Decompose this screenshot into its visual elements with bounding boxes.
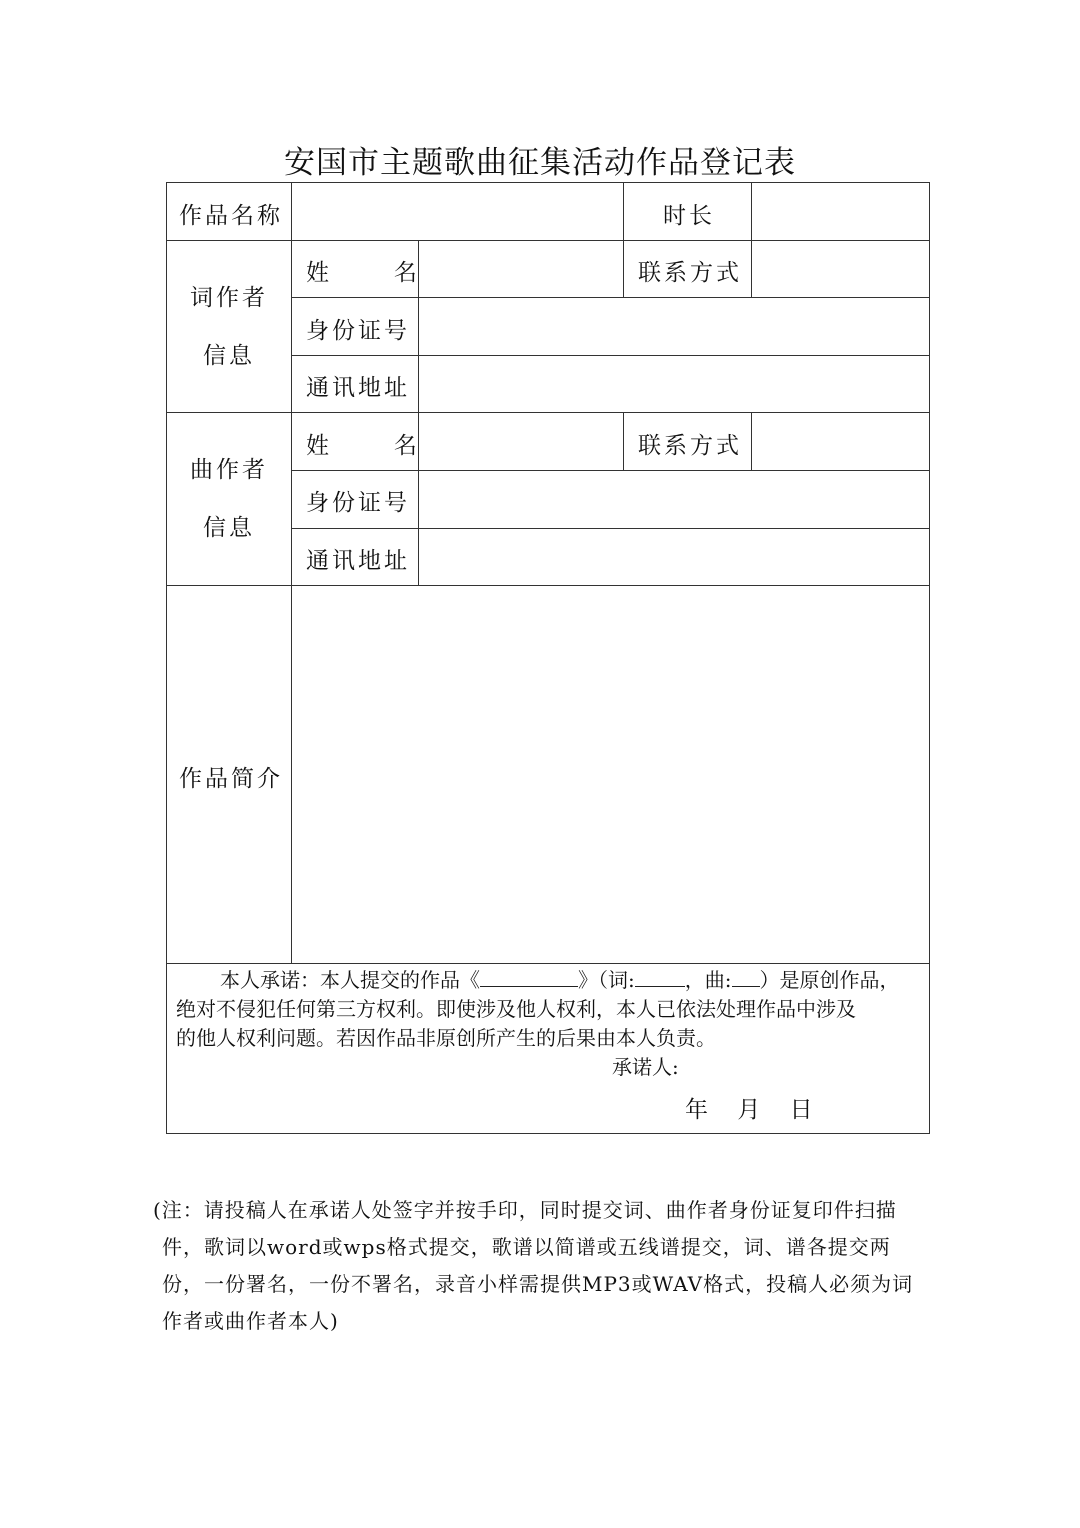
grid-line — [418, 240, 419, 585]
pledge-line1: 本人承诺：本人提交的作品《 》（词: ，曲: ）是原创作品， — [176, 964, 921, 995]
grid-line — [623, 240, 624, 297]
work-name-field[interactable] — [293, 183, 623, 240]
day-label: 日 — [789, 1097, 813, 1123]
composer-group-label — [167, 441, 291, 557]
grid-line — [291, 183, 292, 963]
composer-contact-field[interactable] — [753, 412, 929, 470]
composer-blank[interactable] — [732, 964, 760, 987]
composer-address-label: 通讯地址 — [306, 548, 410, 574]
signature-field[interactable] — [700, 1048, 900, 1080]
duration-label: 时长 — [663, 203, 715, 229]
note-line1: (注：请投稿人在承诺人处签字并按手印，同时提交词、曲作者身份证复印件扫描 — [153, 1198, 897, 1222]
pledge-text — [176, 964, 921, 1053]
composer-name-label: 姓 名 — [306, 433, 420, 459]
grid-line — [751, 240, 752, 297]
month-label: 月 — [737, 1097, 761, 1123]
grid-line — [751, 412, 752, 470]
signer-label: 承诺人: — [612, 1055, 679, 1079]
lyricist-blank[interactable] — [635, 964, 685, 987]
composer-id-field[interactable] — [420, 470, 929, 528]
composer-group-line2: 信息 — [203, 515, 255, 541]
composer-group-line1: 曲作者 — [190, 457, 268, 483]
note-line3: 份，一份署名，一份不署名，录音小样需提供MP3或WAV格式，投稿人必须为词 — [162, 1272, 914, 1296]
grid-line — [167, 585, 929, 586]
lyricist-address-label: 通讯地址 — [306, 375, 410, 401]
intro-label: 作品简介 — [179, 766, 283, 792]
work-name-label: 作品名称 — [179, 203, 283, 229]
grid-line — [623, 412, 624, 470]
lyricist-name-field[interactable] — [420, 240, 623, 297]
lyricist-group-line2: 信息 — [203, 343, 255, 369]
lyricist-contact-field[interactable] — [753, 240, 929, 297]
footnote — [153, 1192, 923, 1340]
composer-contact-label: 联系方式 — [638, 433, 742, 459]
year-label: 年 — [685, 1097, 708, 1123]
lyricist-name-label: 姓 名 — [306, 260, 420, 286]
note-line4: 作者或曲作者本人) — [162, 1309, 339, 1333]
date-line — [685, 1091, 835, 1124]
pledge-line3: 的他人权利问题。若因作品非原创所产生的后果由本人负责。 — [176, 1026, 716, 1050]
intro-textarea[interactable] — [293, 587, 929, 963]
composer-address-field[interactable] — [420, 528, 929, 585]
lyricist-contact-label: 联系方式 — [638, 260, 742, 286]
work-title-blank[interactable] — [480, 964, 578, 987]
lyricist-id-label: 身份证号 — [306, 318, 410, 344]
pledge-line2: 绝对不侵犯任何第三方权利。即使涉及他人权利，本人已依法处理作品中涉及 — [176, 997, 856, 1021]
grid-line — [751, 183, 752, 240]
lyricist-address-field[interactable] — [420, 355, 929, 412]
page-title: 安国市主题歌曲征集活动作品登记表 — [284, 145, 796, 181]
duration-field[interactable] — [753, 183, 929, 240]
composer-id-label: 身份证号 — [306, 490, 410, 516]
lyricist-group-line1: 词作者 — [190, 285, 268, 311]
composer-name-field[interactable] — [420, 412, 623, 470]
note-line2: 件，歌词以word或wps格式提交，歌谱以简谱或五线谱提交，词、谱各提交两 — [162, 1235, 891, 1259]
grid-line — [623, 183, 624, 240]
lyricist-id-field[interactable] — [420, 297, 929, 355]
lyricist-group-label — [167, 269, 291, 385]
